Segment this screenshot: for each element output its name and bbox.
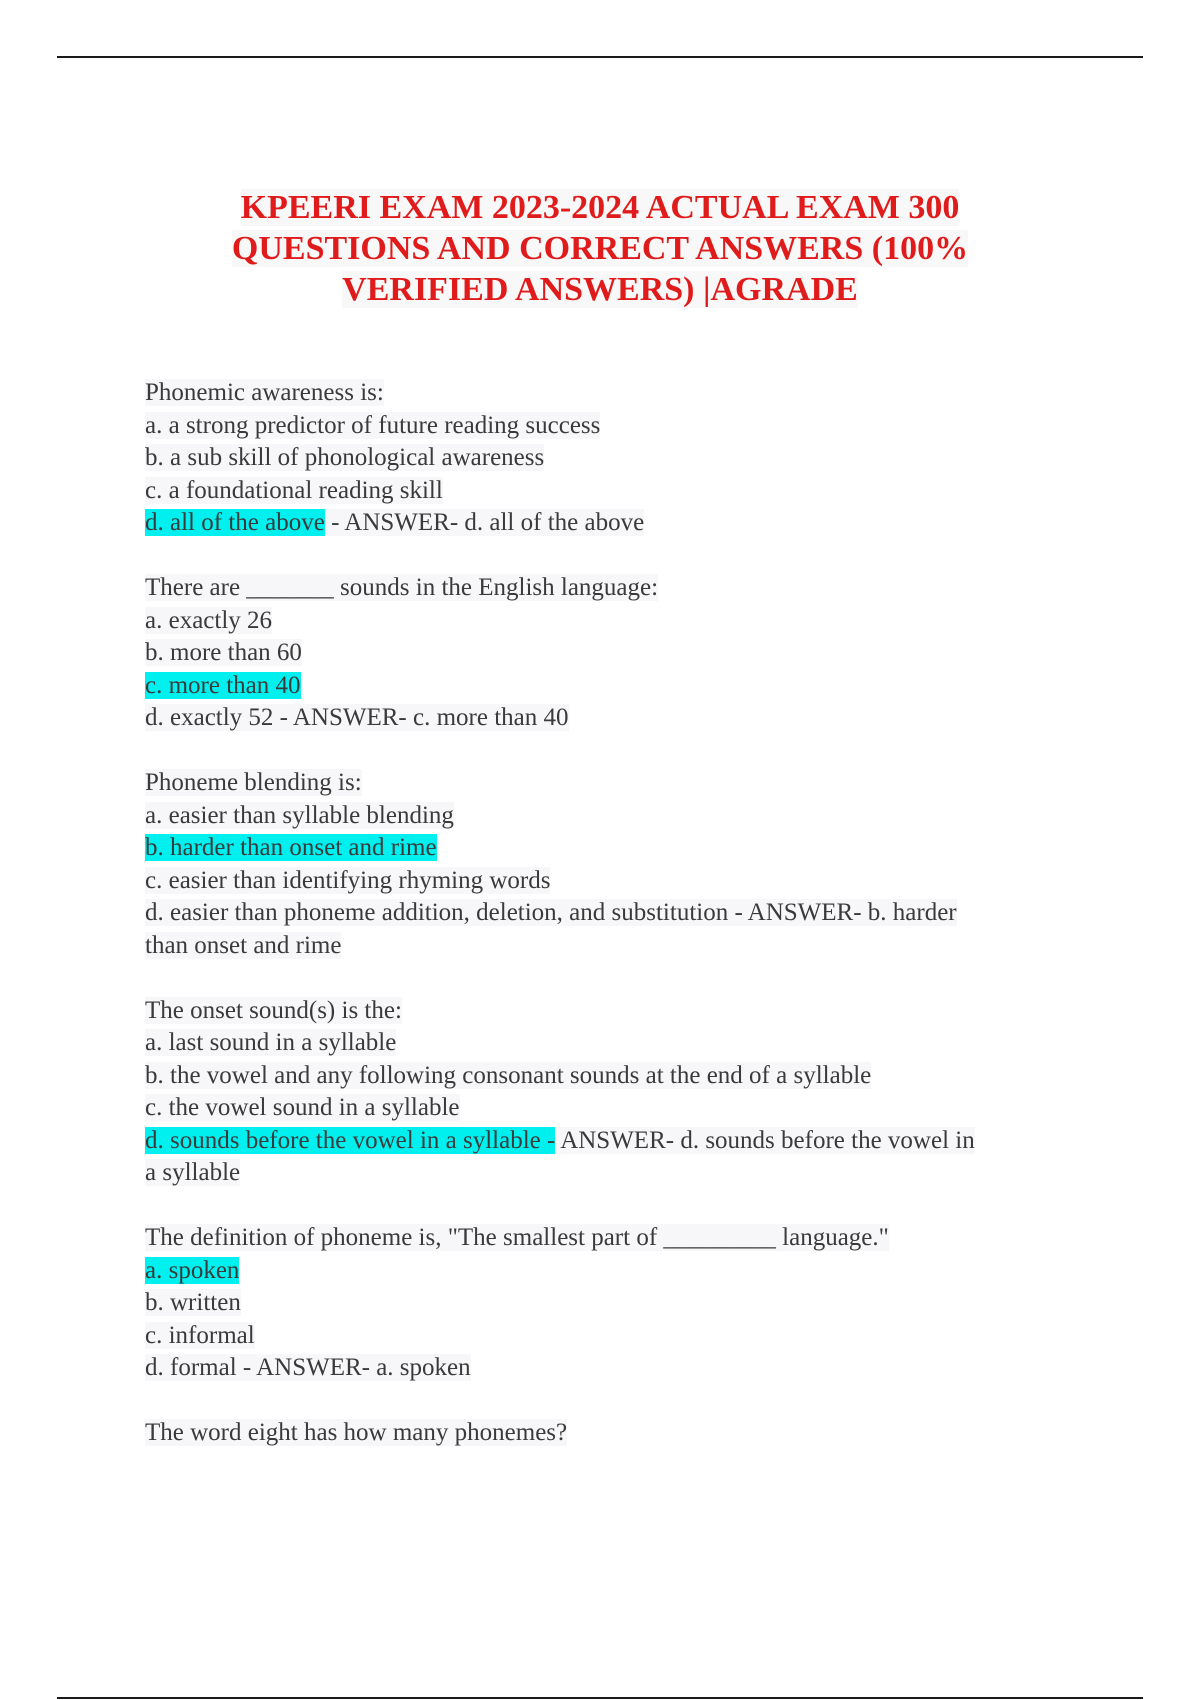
question-prompt: Phoneme blending is: <box>145 769 362 796</box>
answer-continuation: a syllable <box>145 1159 241 1186</box>
question-3 <box>145 767 1095 962</box>
option-b: b. the vowel and any following consonant sounds at the end of a syllable <box>145 1061 872 1089</box>
title-line-2: QUESTIONS AND CORRECT ANSWERS (100% <box>231 230 969 267</box>
correct-option-highlight: a. spoken <box>145 1256 240 1284</box>
question-prompt: There are _______ sounds in the English language: <box>145 574 659 601</box>
option-c: c. easier than identifying rhyming words <box>145 866 551 894</box>
correct-option-highlight: d. sounds before the vowel in a syllable - <box>145 1126 556 1154</box>
question-6 <box>145 1417 1095 1450</box>
option-a: a. easier than syllable blending <box>145 801 454 829</box>
option-a: a. last sound in a syllable <box>145 1029 397 1056</box>
question-prompt: Phonemic awareness is: <box>145 379 384 406</box>
question-prompt: The word eight has how many phonemes? <box>145 1419 568 1446</box>
option-b: b. more than 60 <box>145 639 302 666</box>
questions-list <box>145 377 1095 1482</box>
question-1 <box>145 377 1095 540</box>
document-title <box>150 187 1050 310</box>
question-5 <box>145 1222 1095 1385</box>
correct-option-highlight: d. all of the above <box>145 509 325 536</box>
option-a <box>145 1255 1095 1288</box>
question-2 <box>145 572 1095 735</box>
option-d-with-answer <box>145 507 1095 540</box>
correct-option-highlight: c. more than 40 <box>145 671 301 699</box>
option-b: b. written <box>145 1289 241 1316</box>
option-b: b. a sub skill of phonological awareness <box>145 444 545 471</box>
answer-text: ANSWER- d. sounds before the vowel in <box>555 1126 975 1154</box>
option-d-with-answer: d. formal - ANSWER- a. spoken <box>145 1354 471 1381</box>
option-d-with-answer: d. exactly 52 - ANSWER- c. more than 40 <box>145 704 569 731</box>
option-a: a. a strong predictor of future reading success <box>145 411 601 439</box>
question-prompt: The onset sound(s) is the: <box>145 996 402 1024</box>
question-prompt: The definition of phoneme is, "The smallest part of _________ language." <box>145 1224 889 1251</box>
title-line-1: KPEERI EXAM 2023-2024 ACTUAL EXAM 300 <box>240 189 960 226</box>
top-rule <box>57 56 1143 58</box>
option-c <box>145 670 1095 703</box>
option-d-with-answer: d. easier than phoneme addition, deletion, and substitution - ANSWER- b. harder <box>145 899 957 926</box>
question-4 <box>145 995 1095 1190</box>
option-c: c. a foundational reading skill <box>145 476 443 504</box>
bottom-rule <box>57 1697 1143 1699</box>
answer-text: - ANSWER- d. all of the above <box>324 509 645 536</box>
option-c: c. the vowel sound in a syllable <box>145 1094 460 1121</box>
answer-continuation: than onset and rime <box>145 931 342 959</box>
option-c: c. informal <box>145 1321 255 1349</box>
option-b <box>145 832 1095 865</box>
title-line-3: VERIFIED ANSWERS) |AGRADE <box>342 271 858 308</box>
correct-option-highlight: b. harder than onset and rime <box>145 834 437 861</box>
option-a: a. exactly 26 <box>145 606 273 634</box>
option-d-with-answer <box>145 1125 1095 1158</box>
